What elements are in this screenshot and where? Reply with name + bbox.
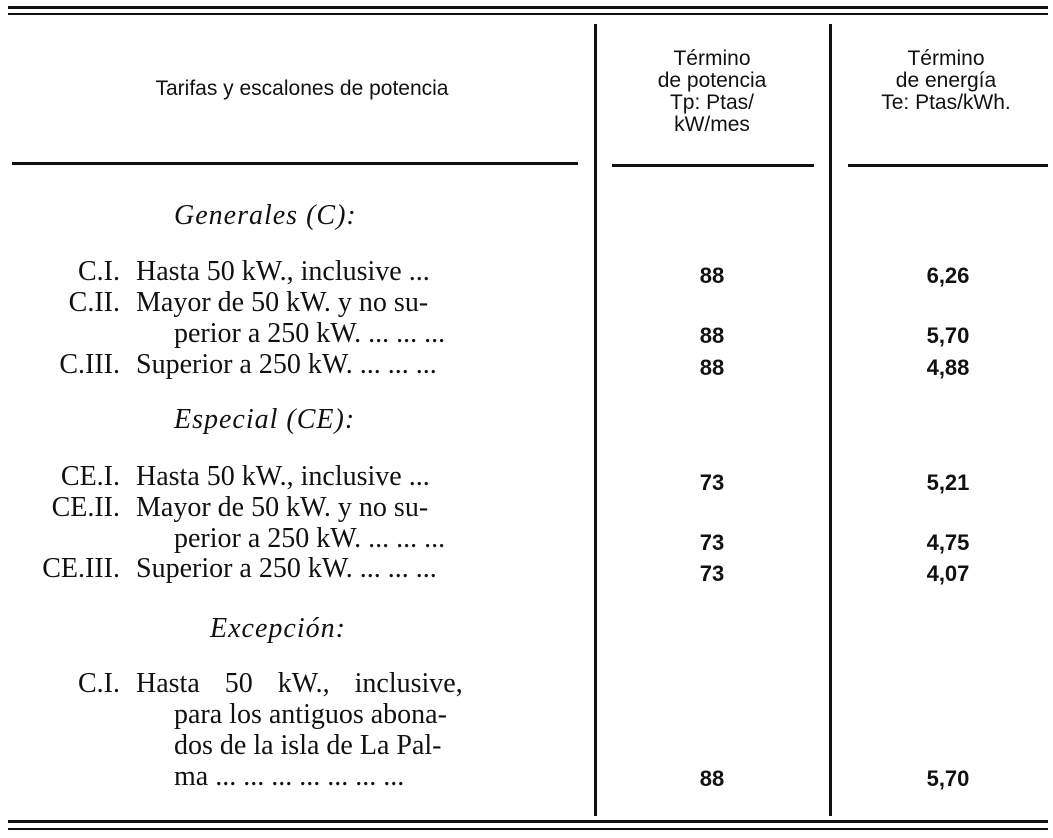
header-power-term bbox=[612, 48, 812, 136]
row-code: C.III. bbox=[59, 349, 120, 380]
row-code: C.II. bbox=[68, 287, 120, 318]
header-power-line: kW/mes bbox=[674, 113, 750, 136]
row-description: Mayor de 50 kW. y no su- bbox=[136, 287, 429, 318]
header-tariffs: Tarifas y escalones de potencia bbox=[155, 77, 449, 100]
row-description-cont: perior a 250 kW. ... ... ... bbox=[174, 523, 446, 554]
row-energy-value: 4,75 bbox=[926, 530, 970, 555]
row-code: C.I. bbox=[78, 668, 120, 699]
row-power-value: 73 bbox=[699, 530, 725, 555]
row-code: C.I. bbox=[78, 256, 120, 287]
section-title-excepcion: Excepción: bbox=[210, 613, 346, 644]
row-energy-value: 5,70 bbox=[926, 323, 970, 348]
row-energy-value: 4,07 bbox=[926, 561, 970, 586]
row-description-cont: dos de la isla de La Pal- bbox=[174, 730, 442, 761]
row-energy-value: 5,21 bbox=[926, 470, 970, 495]
row-description: Mayor de 50 kW. y no su- bbox=[136, 492, 429, 523]
section-title-generales: Generales (C): bbox=[174, 200, 357, 231]
row-description: Hasta 50 kW., inclusive ... bbox=[136, 461, 430, 492]
row-energy-value: 4,88 bbox=[926, 355, 970, 380]
row-description: Hasta 50 kW., inclusive ... bbox=[136, 256, 430, 287]
row-description-cont: para los antiguos abona- bbox=[174, 699, 447, 730]
header-underline-2 bbox=[612, 164, 814, 167]
row-power-value: 88 bbox=[699, 766, 725, 791]
header-power-line: Tp: Ptas/ bbox=[669, 91, 755, 114]
row-description: Superior a 250 kW. ... ... ... bbox=[136, 553, 437, 584]
row-description-cont: ma ... ... ... ... ... ... ... bbox=[174, 761, 405, 792]
column-divider-1 bbox=[594, 24, 597, 816]
row-description: Superior a 250 kW. ... ... ... bbox=[136, 349, 437, 380]
row-description: Hasta 50 kW., inclusive, bbox=[136, 668, 463, 699]
section-title-especial: Especial (CE): bbox=[174, 404, 356, 435]
bottom-rule-2 bbox=[8, 828, 1048, 830]
header-energy-line: Te: Ptas/kWh. bbox=[881, 91, 1011, 114]
row-power-value: 88 bbox=[699, 263, 725, 288]
bottom-rule-1 bbox=[8, 820, 1048, 823]
row-power-value: 73 bbox=[699, 561, 725, 586]
row-code: CE.III. bbox=[42, 553, 120, 584]
row-power-value: 88 bbox=[699, 355, 725, 380]
top-rule-2 bbox=[8, 13, 1048, 15]
row-code: CE.I. bbox=[60, 461, 120, 492]
row-energy-value: 6,26 bbox=[926, 263, 970, 288]
row-power-value: 73 bbox=[699, 470, 725, 495]
header-underline-1 bbox=[12, 162, 578, 165]
row-description-cont: perior a 250 kW. ... ... ... bbox=[174, 318, 446, 349]
header-power-line: de potencia bbox=[657, 69, 767, 92]
row-energy-value: 5,70 bbox=[926, 766, 970, 791]
header-energy-line: de energía bbox=[895, 69, 997, 92]
row-power-value: 88 bbox=[699, 323, 725, 348]
header-power-line: Término bbox=[673, 47, 751, 70]
header-energy-term bbox=[840, 48, 1052, 114]
header-underline-3 bbox=[848, 164, 1048, 167]
row-code: CE.II. bbox=[51, 492, 120, 523]
header-energy-line: Término bbox=[907, 47, 985, 70]
top-rule-1 bbox=[8, 6, 1048, 9]
column-divider-2 bbox=[829, 24, 832, 816]
